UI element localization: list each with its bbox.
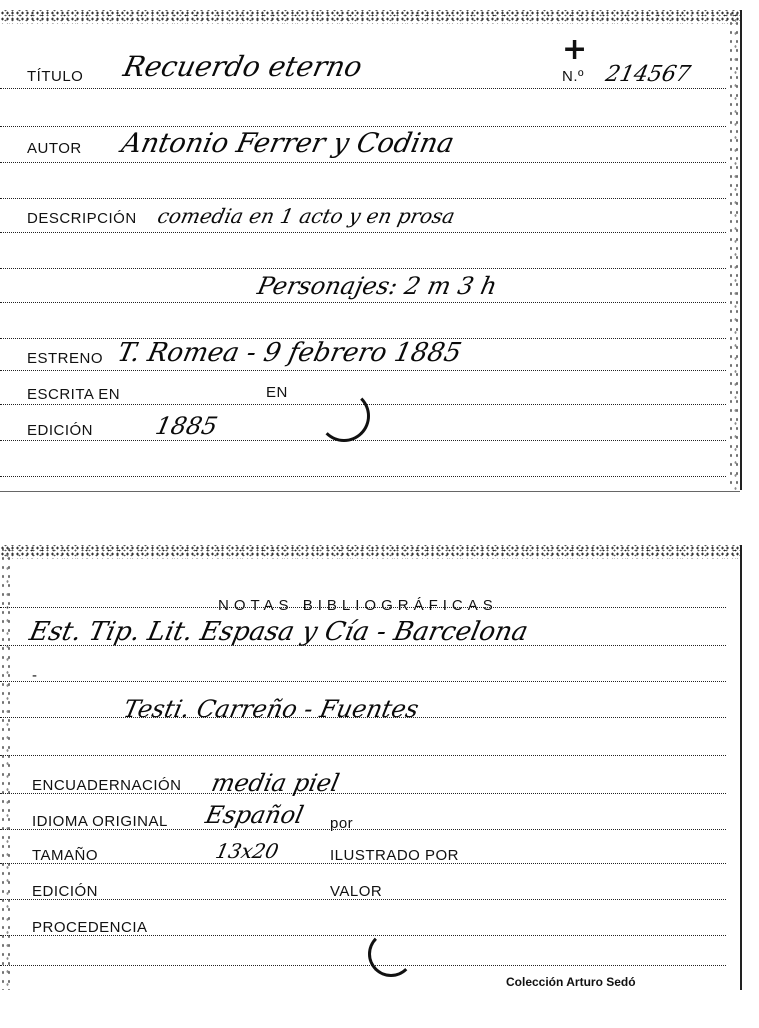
numero-label: N.º [562,68,584,85]
rule-line [0,232,726,233]
valor-label: VALOR [330,883,383,900]
idioma-value: Español [203,801,307,829]
rule-line [0,162,726,163]
idioma-label: IDIOMA ORIGINAL [32,813,168,830]
rule-line [0,88,726,89]
catalog-card-top [0,10,742,490]
autor-label: AUTOR [27,140,82,157]
edicion-value: 1885 [153,412,221,440]
note-dash: - [32,667,38,684]
rule-line [0,965,726,966]
card-bottom-edge-speckle [0,545,740,559]
rule-line [0,681,726,682]
tamano-value: 13x20 [213,839,281,863]
rule-line [0,198,726,199]
autor-value: Antonio Ferrer y Codina [118,128,457,159]
tamano-label: TAMAÑO [32,847,99,864]
numero-value: 214567 [603,62,693,87]
rule-line [0,268,726,269]
rule-line [0,755,726,756]
note-line-1: Est. Tip. Lit. Espasa y Cía - Barcelona [26,617,531,647]
por-label: por [330,815,354,832]
card-left-edge-speckle [0,545,12,990]
escrita-label: ESCRITA EN [27,386,121,403]
note-line-2: Testi. Carreño - Fuentes [121,695,422,723]
edicion-label-bottom: EDICIÓN [32,883,99,900]
estreno-value: T. Romea - 9 febrero 1885 [114,338,465,368]
encuadernacion-label: ENCUADERNACIÓN [32,777,182,794]
catalog-card-bottom [0,545,742,990]
rule-line [0,476,726,477]
titulo-value: Recuerdo eterno [120,50,366,83]
card-separator [0,491,740,492]
rule-line [0,370,726,371]
round-stamp-mark [368,931,414,977]
personajes-value: Personajes: 2 m 3 h [255,272,500,300]
cross-mark: + [562,32,588,67]
estreno-label: ESTRENO [27,350,104,367]
rule-line [0,302,726,303]
en-label: EN [266,384,288,401]
procedencia-label: PROCEDENCIA [32,919,148,936]
ilustrado-label: ILUSTRADO POR [330,847,460,864]
rule-line [0,126,726,127]
card-top-edge-speckle [0,10,740,24]
rule-line [0,440,726,441]
notes-title: NOTAS BIBLIOGRÁFICAS [218,597,498,614]
descripcion-value: comedia en 1 acto y en prosa [155,204,458,228]
encuadernacion-value: media piel [209,769,342,797]
descripcion-label: DESCRIPCIÓN [27,210,137,227]
card-right-edge-speckle [728,10,740,490]
edicion-label: EDICIÓN [27,422,94,439]
round-stamp-mark [318,390,370,442]
titulo-label: TÍTULO [27,68,84,85]
collection-credit: Colección Arturo Sedó [506,975,636,989]
